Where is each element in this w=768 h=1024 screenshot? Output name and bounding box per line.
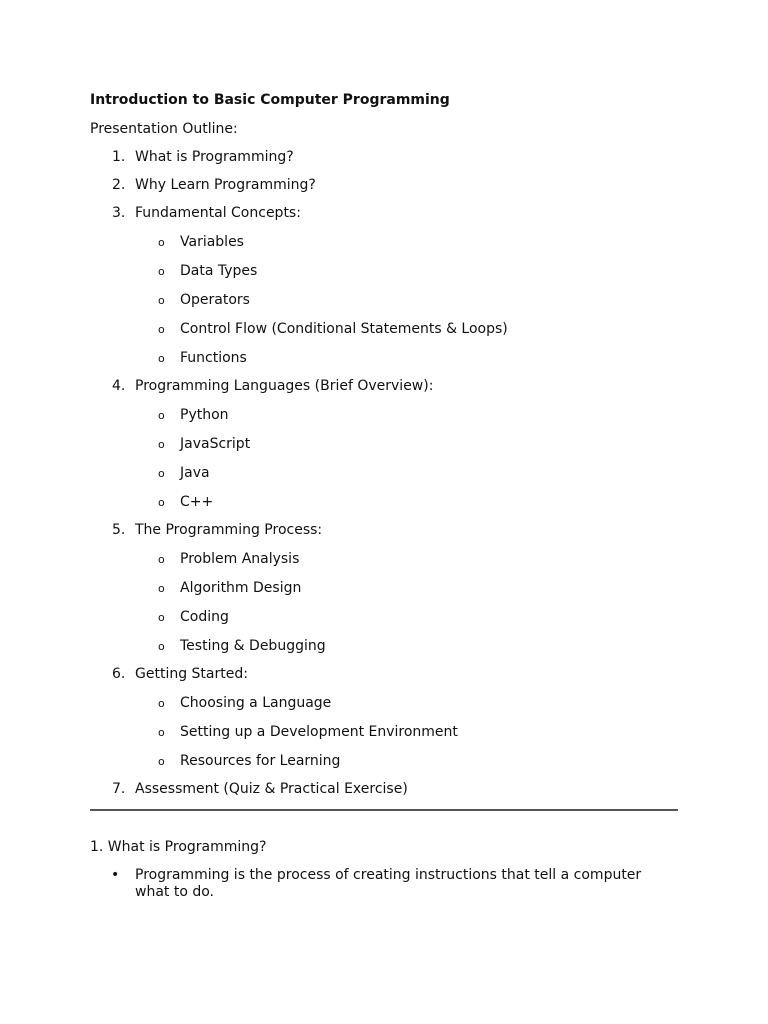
outline-label: Presentation Outline: [90, 121, 238, 137]
outline-sub-item-label: Operators [180, 292, 250, 308]
outline-sub-item [90, 693, 678, 713]
outline-sub-item [90, 549, 678, 569]
outline-sub-item-label: Variables [180, 234, 244, 250]
outline-sub-item [90, 463, 678, 483]
outline-list [90, 147, 678, 799]
dot-bullet-icon: • [111, 867, 120, 883]
circle-bullet-icon: o [158, 236, 165, 249]
outline-item [90, 203, 678, 368]
horizontal-divider [90, 809, 678, 811]
circle-bullet-icon: o [158, 352, 165, 365]
section-bullet-list [90, 867, 678, 901]
outline-item-number: 7. [112, 781, 126, 797]
outline-item-label: The Programming Process: [135, 522, 323, 538]
outline-item-label: Why Learn Programming? [135, 177, 316, 193]
outline-sub-item [90, 405, 678, 425]
outline-sub-item [90, 232, 678, 252]
outline-sub-item-label: C++ [180, 494, 214, 510]
circle-bullet-icon: o [158, 265, 165, 278]
outline-sub-item [90, 290, 678, 310]
outline-sub-item-label: Setting up a Development Environment [180, 724, 458, 740]
outline-item [90, 664, 678, 771]
circle-bullet-icon: o [158, 438, 165, 451]
outline-item-label: What is Programming? [135, 149, 294, 165]
outline-sub-item-label: Choosing a Language [180, 695, 332, 711]
outline-sub-item-label: Testing & Debugging [180, 638, 326, 654]
outline-item-number: 3. [112, 205, 126, 221]
circle-bullet-icon: o [158, 755, 165, 768]
outline-sub-item [90, 607, 678, 627]
outline-sub-item [90, 492, 678, 512]
outline-item-number: 6. [112, 666, 126, 682]
circle-bullet-icon: o [158, 496, 165, 509]
circle-bullet-icon: o [158, 553, 165, 566]
outline-sub-list [135, 232, 678, 368]
circle-bullet-icon: o [158, 409, 165, 422]
outline-item-label: Fundamental Concepts: [135, 205, 301, 221]
outline-sub-list [135, 549, 678, 656]
outline-sub-item-label: JavaScript [180, 436, 251, 452]
outline-sub-item [90, 434, 678, 454]
section-bullet-item [90, 867, 678, 901]
outline-sub-item [90, 722, 678, 742]
outline-sub-item [90, 751, 678, 771]
circle-bullet-icon: o [158, 582, 165, 595]
outline-sub-item-label: Python [180, 407, 229, 423]
outline-sub-list [135, 405, 678, 512]
outline-sub-item [90, 636, 678, 656]
outline-sub-item-label: Coding [180, 609, 229, 625]
outline-sub-item [90, 348, 678, 368]
outline-sub-item-label: Algorithm Design [180, 580, 302, 596]
outline-item [90, 147, 678, 167]
outline-item [90, 376, 678, 512]
outline-item-label: Programming Languages (Brief Overview): [135, 378, 434, 394]
outline-item-label: Getting Started: [135, 666, 248, 682]
outline-item-number: 2. [112, 177, 126, 193]
circle-bullet-icon: o [158, 323, 165, 336]
outline-sub-item-label: Data Types [180, 263, 258, 279]
circle-bullet-icon: o [158, 294, 165, 307]
outline-sub-item [90, 578, 678, 598]
circle-bullet-icon: o [158, 467, 165, 480]
outline-sub-item-label: Resources for Learning [180, 753, 341, 769]
outline-sub-item-label: Control Flow (Conditional Statements & Loops) [180, 321, 508, 337]
document-title: Introduction to Basic Computer Programming [90, 92, 450, 108]
outline-sub-item [90, 261, 678, 281]
outline-item-number: 4. [112, 378, 126, 394]
outline-item [90, 175, 678, 195]
outline-item-number: 5. [112, 522, 126, 538]
outline-item [90, 779, 678, 799]
document-page [90, 90, 678, 901]
outline-sub-item [90, 319, 678, 339]
section-bullet-text: Programming is the process of creating instructions that tell a computer what to do. [135, 867, 642, 900]
outline-item [90, 520, 678, 656]
circle-bullet-icon: o [158, 726, 165, 739]
section-heading: 1. What is Programming? [90, 839, 267, 855]
outline-item-label: Assessment (Quiz & Practical Exercise) [135, 781, 408, 797]
outline-sub-item-label: Functions [180, 350, 247, 366]
circle-bullet-icon: o [158, 611, 165, 624]
outline-sub-list [135, 693, 678, 771]
outline-sub-item-label: Problem Analysis [180, 551, 300, 567]
outline-item-number: 1. [112, 149, 126, 165]
circle-bullet-icon: o [158, 697, 165, 710]
outline-sub-item-label: Java [180, 465, 210, 481]
circle-bullet-icon: o [158, 640, 165, 653]
